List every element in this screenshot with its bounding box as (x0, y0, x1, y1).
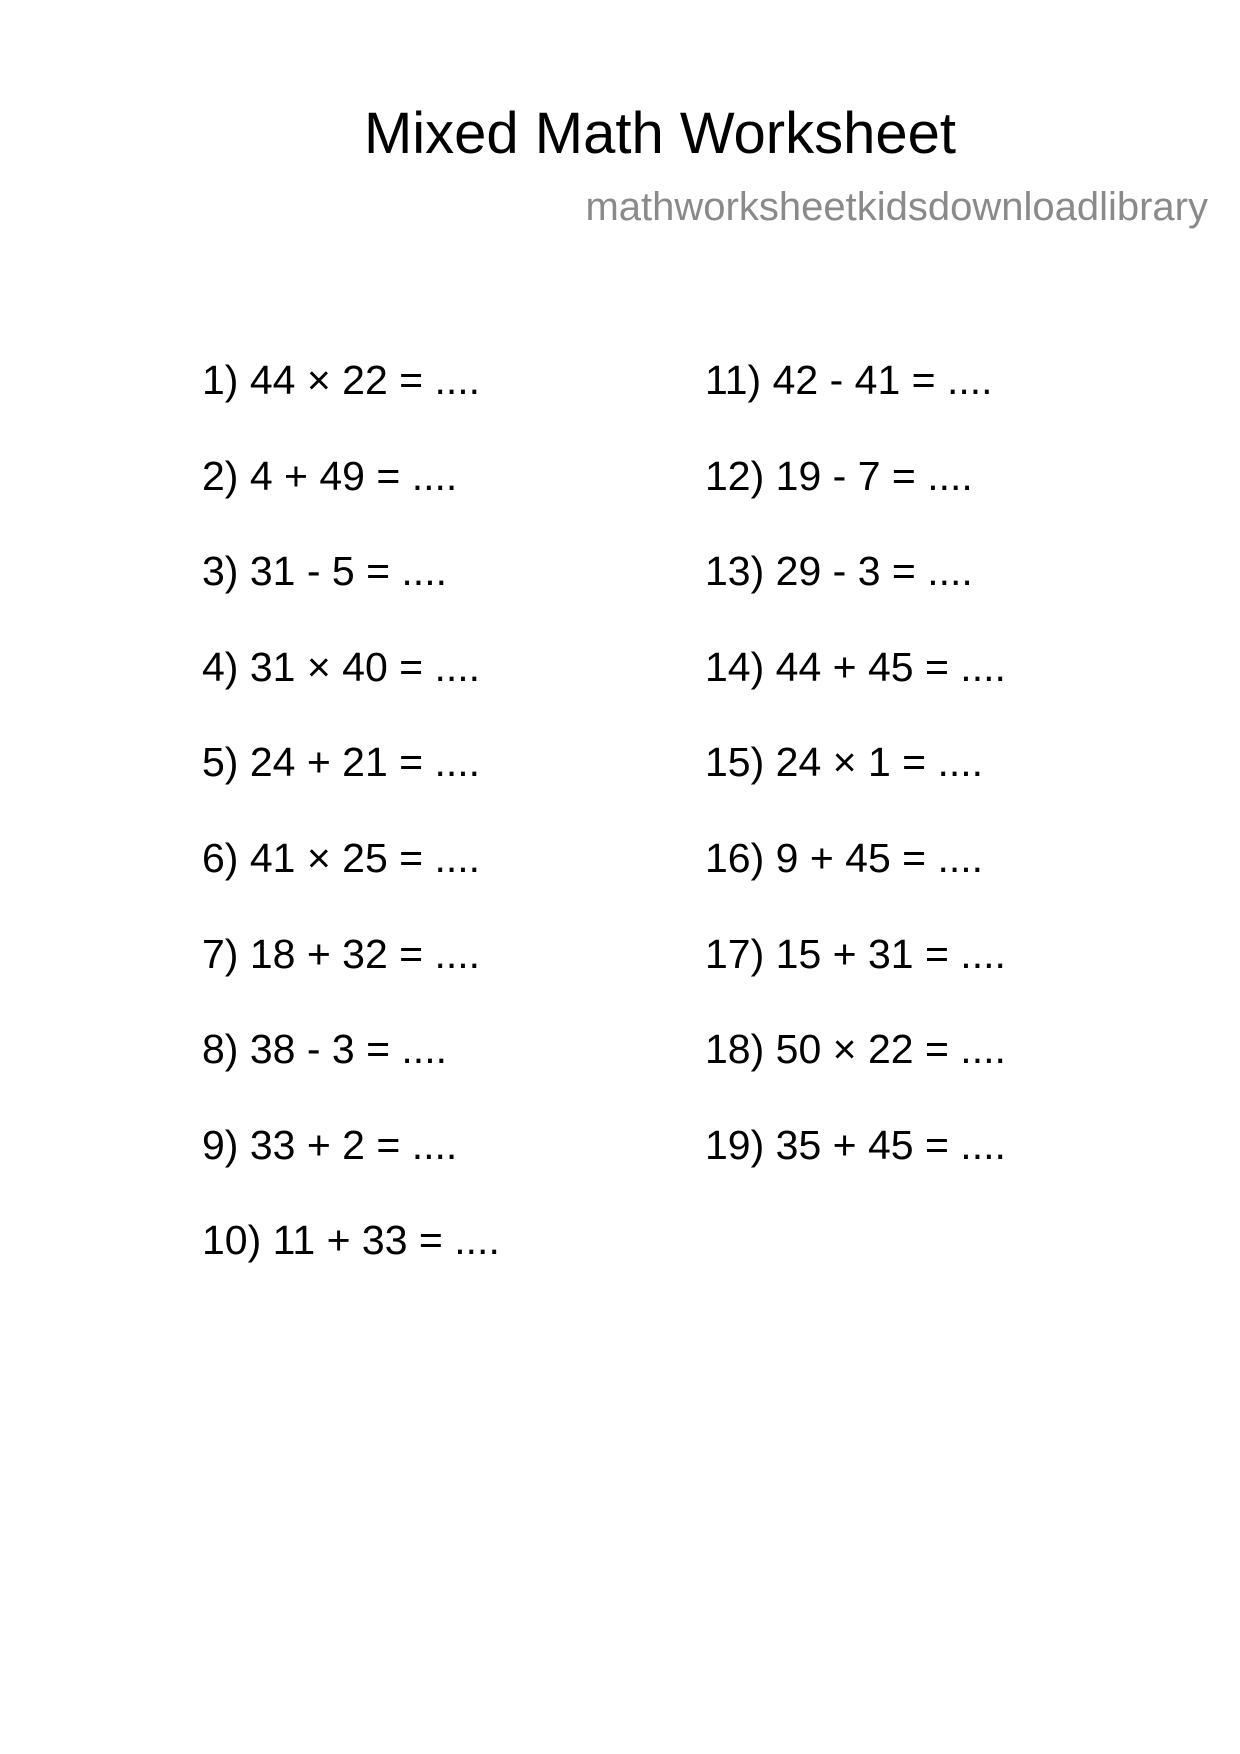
problem-item: 5) 24 + 21 = .... (202, 739, 481, 786)
problem-item: 6) 41 × 25 = .... (202, 834, 481, 881)
problem-item: 15) 24 × 1 = .... (705, 739, 984, 786)
source-subtitle: mathworksheetkidsdownloadlibrary (585, 185, 1208, 229)
problem-item: 1) 44 × 22 = .... (202, 357, 481, 403)
problem-item: 3) 31 - 5 = .... (202, 548, 447, 595)
problem-item: 10) 11 + 33 = .... (202, 1217, 500, 1264)
problem-item: 13) 29 - 3 = .... (705, 548, 973, 595)
problem-item: 8) 38 - 3 = .... (202, 1026, 447, 1073)
problem-item: 12) 19 - 7 = .... (705, 452, 973, 499)
problems-column-right (705, 352, 1006, 1212)
problem-item: 19) 35 + 45 = .... (705, 1121, 1006, 1168)
problem-item: 4) 31 × 40 = .... (202, 643, 481, 690)
problem-item: 16) 9 + 45 = .... (705, 834, 984, 881)
problem-item: 17) 15 + 31 = .... (705, 930, 1006, 977)
problem-item: 2) 4 + 49 = .... (202, 452, 458, 499)
problem-item: 9) 33 + 2 = .... (202, 1121, 458, 1168)
problems-column-left (202, 352, 500, 1308)
problem-item: 11) 42 - 41 = .... (705, 357, 993, 403)
problem-item: 14) 44 + 45 = .... (705, 643, 1006, 690)
problem-item: 7) 18 + 32 = .... (202, 930, 481, 977)
page-title: Mixed Math Worksheet (363, 101, 957, 166)
problem-item: 18) 50 × 22 = .... (705, 1026, 1006, 1073)
